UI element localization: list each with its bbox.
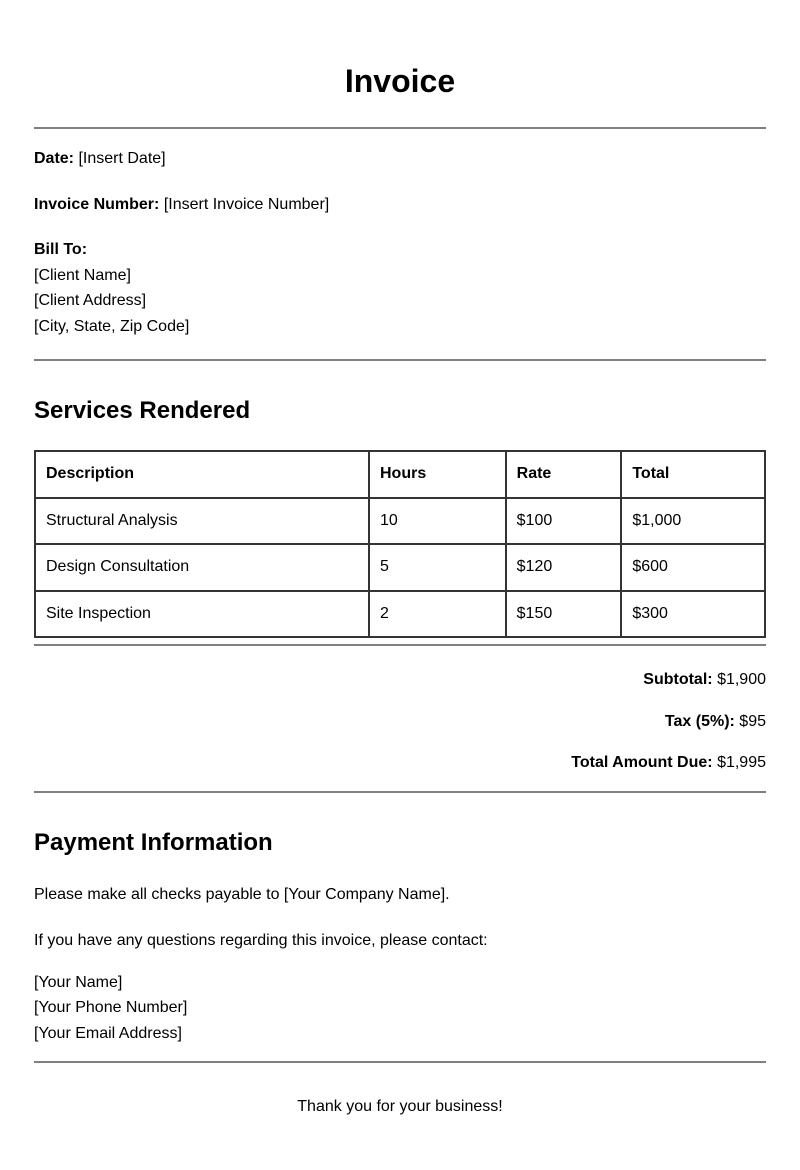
page-title: Invoice [344,63,456,99]
services-table [34,450,766,638]
cell-rate: $120 [506,544,622,591]
subtotal-value: $1,900 [717,671,766,688]
services-heading: Services Rendered [34,397,251,424]
cell-description: Structural Analysis [35,498,369,545]
total-due-line [571,753,766,773]
bill-to-label [34,240,87,260]
invoice-number-label: Invoice Number: [34,196,160,213]
divider [34,1061,766,1063]
contact-phone: [Your Phone Number] [34,999,188,1016]
cell-total: $1,000 [621,498,765,545]
cell-hours: 2 [369,591,506,638]
footer-thanks: Thank you for your business! [297,1098,503,1115]
contact-email: [Your Email Address] [34,1025,182,1042]
column-header-hours: Hours [369,451,506,498]
tax-line [665,712,766,732]
cell-total: $600 [621,544,765,591]
cell-description: Design Consultation [35,544,369,591]
contact-name: [Your Name] [34,974,123,991]
invoice-number-value: [Insert Invoice Number] [163,196,330,213]
client-address: [Client Address] [34,292,147,309]
divider [34,359,766,361]
invoice-number-line [34,195,329,215]
table-row [35,591,765,638]
bill-to-label-text: Bill To: [34,241,88,258]
questions-line: If you have any questions regarding this invoice, please contact: [34,932,488,949]
divider [34,791,766,793]
column-header-description: Description [35,451,369,498]
cell-rate: $150 [506,591,622,638]
checks-payable-line: Please make all checks payable to [Your Company Name]. [34,886,450,903]
date-line [34,149,166,169]
cell-hours: 5 [369,544,506,591]
tax-value: $95 [739,713,766,730]
divider [34,644,766,646]
column-header-total: Total [621,451,765,498]
date-label: Date: [34,150,75,167]
client-city: [City, State, Zip Code] [34,318,190,335]
table-header-row [35,451,765,498]
table-row [35,544,765,591]
total-due-label: Total Amount Due: [571,754,713,771]
tax-label: Tax (5%): [664,713,735,730]
table-row [35,498,765,545]
payment-heading: Payment Information [34,829,273,856]
cell-rate: $100 [506,498,622,545]
cell-total: $300 [621,591,765,638]
divider [34,127,766,129]
subtotal-line [643,670,766,690]
date-value: [Insert Date] [78,150,166,167]
subtotal-label: Subtotal: [643,671,713,688]
invoice-page [34,0,766,1170]
cell-hours: 10 [369,498,506,545]
total-due-value: $1,995 [717,754,766,771]
column-header-rate: Rate [506,451,622,498]
client-name: [Client Name] [34,267,131,284]
cell-description: Site Inspection [35,591,369,638]
